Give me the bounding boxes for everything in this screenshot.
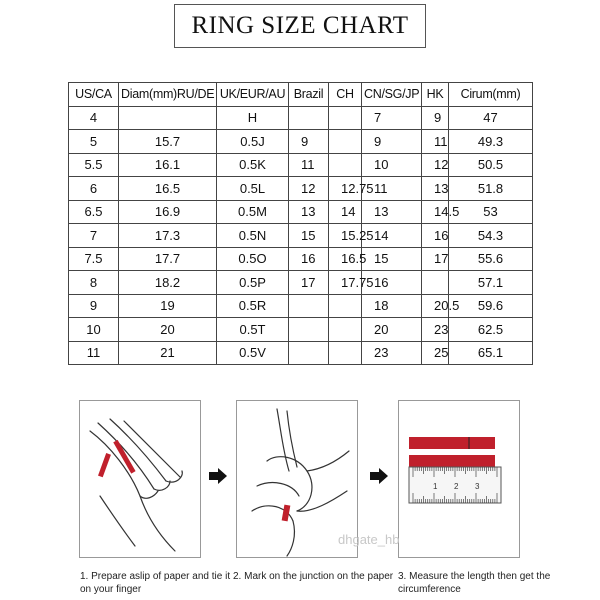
table-row — [69, 153, 533, 177]
table-row — [69, 271, 533, 295]
ruler-number: 2 — [454, 482, 459, 491]
cell-cn: 23 — [362, 341, 422, 365]
cell-ch — [329, 341, 362, 365]
cell-cirum: 53 — [449, 200, 533, 224]
ruler-measure-icon — [399, 401, 519, 557]
cell-ch: 17.75 — [329, 271, 362, 295]
step-1-illustration — [79, 400, 201, 558]
step-3-caption — [398, 570, 550, 596]
cell-diam: 16.1 — [119, 153, 217, 177]
cell-cn: 11 — [362, 177, 422, 201]
cell-diam: 20 — [119, 318, 217, 342]
step-3-illustration — [398, 400, 520, 558]
step-1-caption — [80, 570, 230, 596]
table-body — [69, 106, 533, 365]
cell-diam — [119, 106, 217, 130]
header-us-ca: US/CA — [69, 83, 119, 107]
header-cirum: Cirum(mm) — [449, 83, 533, 107]
cell-hk: 14.5 — [422, 200, 449, 224]
cell-uk: 0.5P — [217, 271, 289, 295]
cell-cirum: 59.6 — [449, 294, 533, 318]
cell-cirum: 57.1 — [449, 271, 533, 295]
cell-cirum: 51.8 — [449, 177, 533, 201]
cell-hk: 11 — [422, 130, 449, 154]
cell-us-ca: 6 — [69, 177, 119, 201]
table-row — [69, 247, 533, 271]
cell-diam: 16.5 — [119, 177, 217, 201]
header-diam: Diam(mm)RU/DE — [119, 83, 217, 107]
cell-cn: 16 — [362, 271, 422, 295]
table-row — [69, 200, 533, 224]
cell-hk — [422, 271, 449, 295]
cell-cn: 10 — [362, 153, 422, 177]
cell-ch: 16.5 — [329, 247, 362, 271]
cell-cirum: 55.6 — [449, 247, 533, 271]
cell-ch — [329, 318, 362, 342]
cell-cirum: 49.3 — [449, 130, 533, 154]
cell-cirum: 65.1 — [449, 341, 533, 365]
header-cn: CN/SG/JP — [362, 83, 422, 107]
header-ch: CH — [329, 83, 362, 107]
cell-diam: 21 — [119, 341, 217, 365]
cell-brazil: 13 — [289, 200, 329, 224]
cell-ch: 12.75 — [329, 177, 362, 201]
ring-size-table — [68, 82, 533, 365]
cell-us-ca: 8 — [69, 271, 119, 295]
table-row — [69, 224, 533, 248]
header-uk: UK/EUR/AU — [217, 83, 289, 107]
step-2-caption-line1: 2. Mark on the junction on the paper — [233, 571, 394, 582]
chart-title: RING SIZE CHART — [174, 4, 426, 48]
cell-brazil: 16 — [289, 247, 329, 271]
cell-cn: 15 — [362, 247, 422, 271]
table-row — [69, 130, 533, 154]
cell-us-ca: 5 — [69, 130, 119, 154]
header-hk: HK — [422, 83, 449, 107]
ruler-number: 3 — [475, 482, 480, 491]
cell-us-ca: 6.5 — [69, 200, 119, 224]
arrow-right-icon — [209, 468, 227, 484]
cell-cn: 18 — [362, 294, 422, 318]
cell-diam: 15.7 — [119, 130, 217, 154]
cell-uk: 0.5O — [217, 247, 289, 271]
cell-uk: 0.5K — [217, 153, 289, 177]
cell-diam: 16.9 — [119, 200, 217, 224]
cell-ch — [329, 106, 362, 130]
cell-uk: 0.5R — [217, 294, 289, 318]
cell-cn: 7 — [362, 106, 422, 130]
cell-hk: 17 — [422, 247, 449, 271]
cell-us-ca: 7 — [69, 224, 119, 248]
cell-uk: 0.5N — [217, 224, 289, 248]
cell-hk: 9 — [422, 106, 449, 130]
cell-uk: 0.5V — [217, 341, 289, 365]
cell-us-ca: 5.5 — [69, 153, 119, 177]
cell-ch — [329, 130, 362, 154]
cell-ch: 15.25 — [329, 224, 362, 248]
step-3-caption-line2: circumference — [398, 584, 461, 595]
cell-us-ca: 4 — [69, 106, 119, 130]
cell-uk: H — [217, 106, 289, 130]
cell-cn: 13 — [362, 200, 422, 224]
cell-brazil: 11 — [289, 153, 329, 177]
cell-uk: 0.5J — [217, 130, 289, 154]
cell-brazil: 17 — [289, 271, 329, 295]
cell-brazil: 9 — [289, 130, 329, 154]
cell-brazil — [289, 341, 329, 365]
step-2-caption — [233, 570, 393, 583]
table-row — [69, 177, 533, 201]
cell-cn: 20 — [362, 318, 422, 342]
cell-brazil — [289, 294, 329, 318]
ruler-number: 1 — [433, 482, 438, 491]
step-1-caption-line2: on your finger — [80, 584, 142, 595]
header-brazil: Brazil — [289, 83, 329, 107]
table-header-row — [69, 83, 533, 107]
cell-us-ca: 9 — [69, 294, 119, 318]
cell-diam: 17.7 — [119, 247, 217, 271]
table-row — [69, 318, 533, 342]
table-row — [69, 341, 533, 365]
cell-us-ca: 11 — [69, 341, 119, 365]
table-row — [69, 294, 533, 318]
cell-hk: 16 — [422, 224, 449, 248]
cell-uk: 0.5L — [217, 177, 289, 201]
cell-diam: 19 — [119, 294, 217, 318]
cell-cn: 9 — [362, 130, 422, 154]
table-row — [69, 106, 533, 130]
step-3-caption-line1: 3. Measure the length then get the — [398, 571, 551, 582]
step-1-caption-line1: 1. Prepare aslip of paper and tie it — [80, 571, 231, 582]
cell-uk: 0.5M — [217, 200, 289, 224]
cell-hk: 12 — [422, 153, 449, 177]
cell-cn: 14 — [362, 224, 422, 248]
cell-brazil — [289, 318, 329, 342]
cell-hk: 25 — [422, 341, 449, 365]
cell-ch — [329, 294, 362, 318]
cell-cirum: 62.5 — [449, 318, 533, 342]
cell-brazil — [289, 106, 329, 130]
hand-with-paper-strip-icon — [80, 401, 200, 557]
cell-diam: 18.2 — [119, 271, 217, 295]
cell-uk: 0.5T — [217, 318, 289, 342]
arrow-right-icon — [370, 468, 388, 484]
cell-us-ca: 7.5 — [69, 247, 119, 271]
cell-ch — [329, 153, 362, 177]
cell-hk: 13 — [422, 177, 449, 201]
cell-cirum: 50.5 — [449, 153, 533, 177]
cell-hk: 20.5 — [422, 294, 449, 318]
cell-ch: 14 — [329, 200, 362, 224]
cell-brazil: 15 — [289, 224, 329, 248]
cell-cirum: 47 — [449, 106, 533, 130]
cell-diam: 17.3 — [119, 224, 217, 248]
cell-cirum: 54.3 — [449, 224, 533, 248]
cell-hk: 23 — [422, 318, 449, 342]
watermark: dhgate_hb — [338, 532, 400, 547]
cell-brazil: 12 — [289, 177, 329, 201]
cell-us-ca: 10 — [69, 318, 119, 342]
